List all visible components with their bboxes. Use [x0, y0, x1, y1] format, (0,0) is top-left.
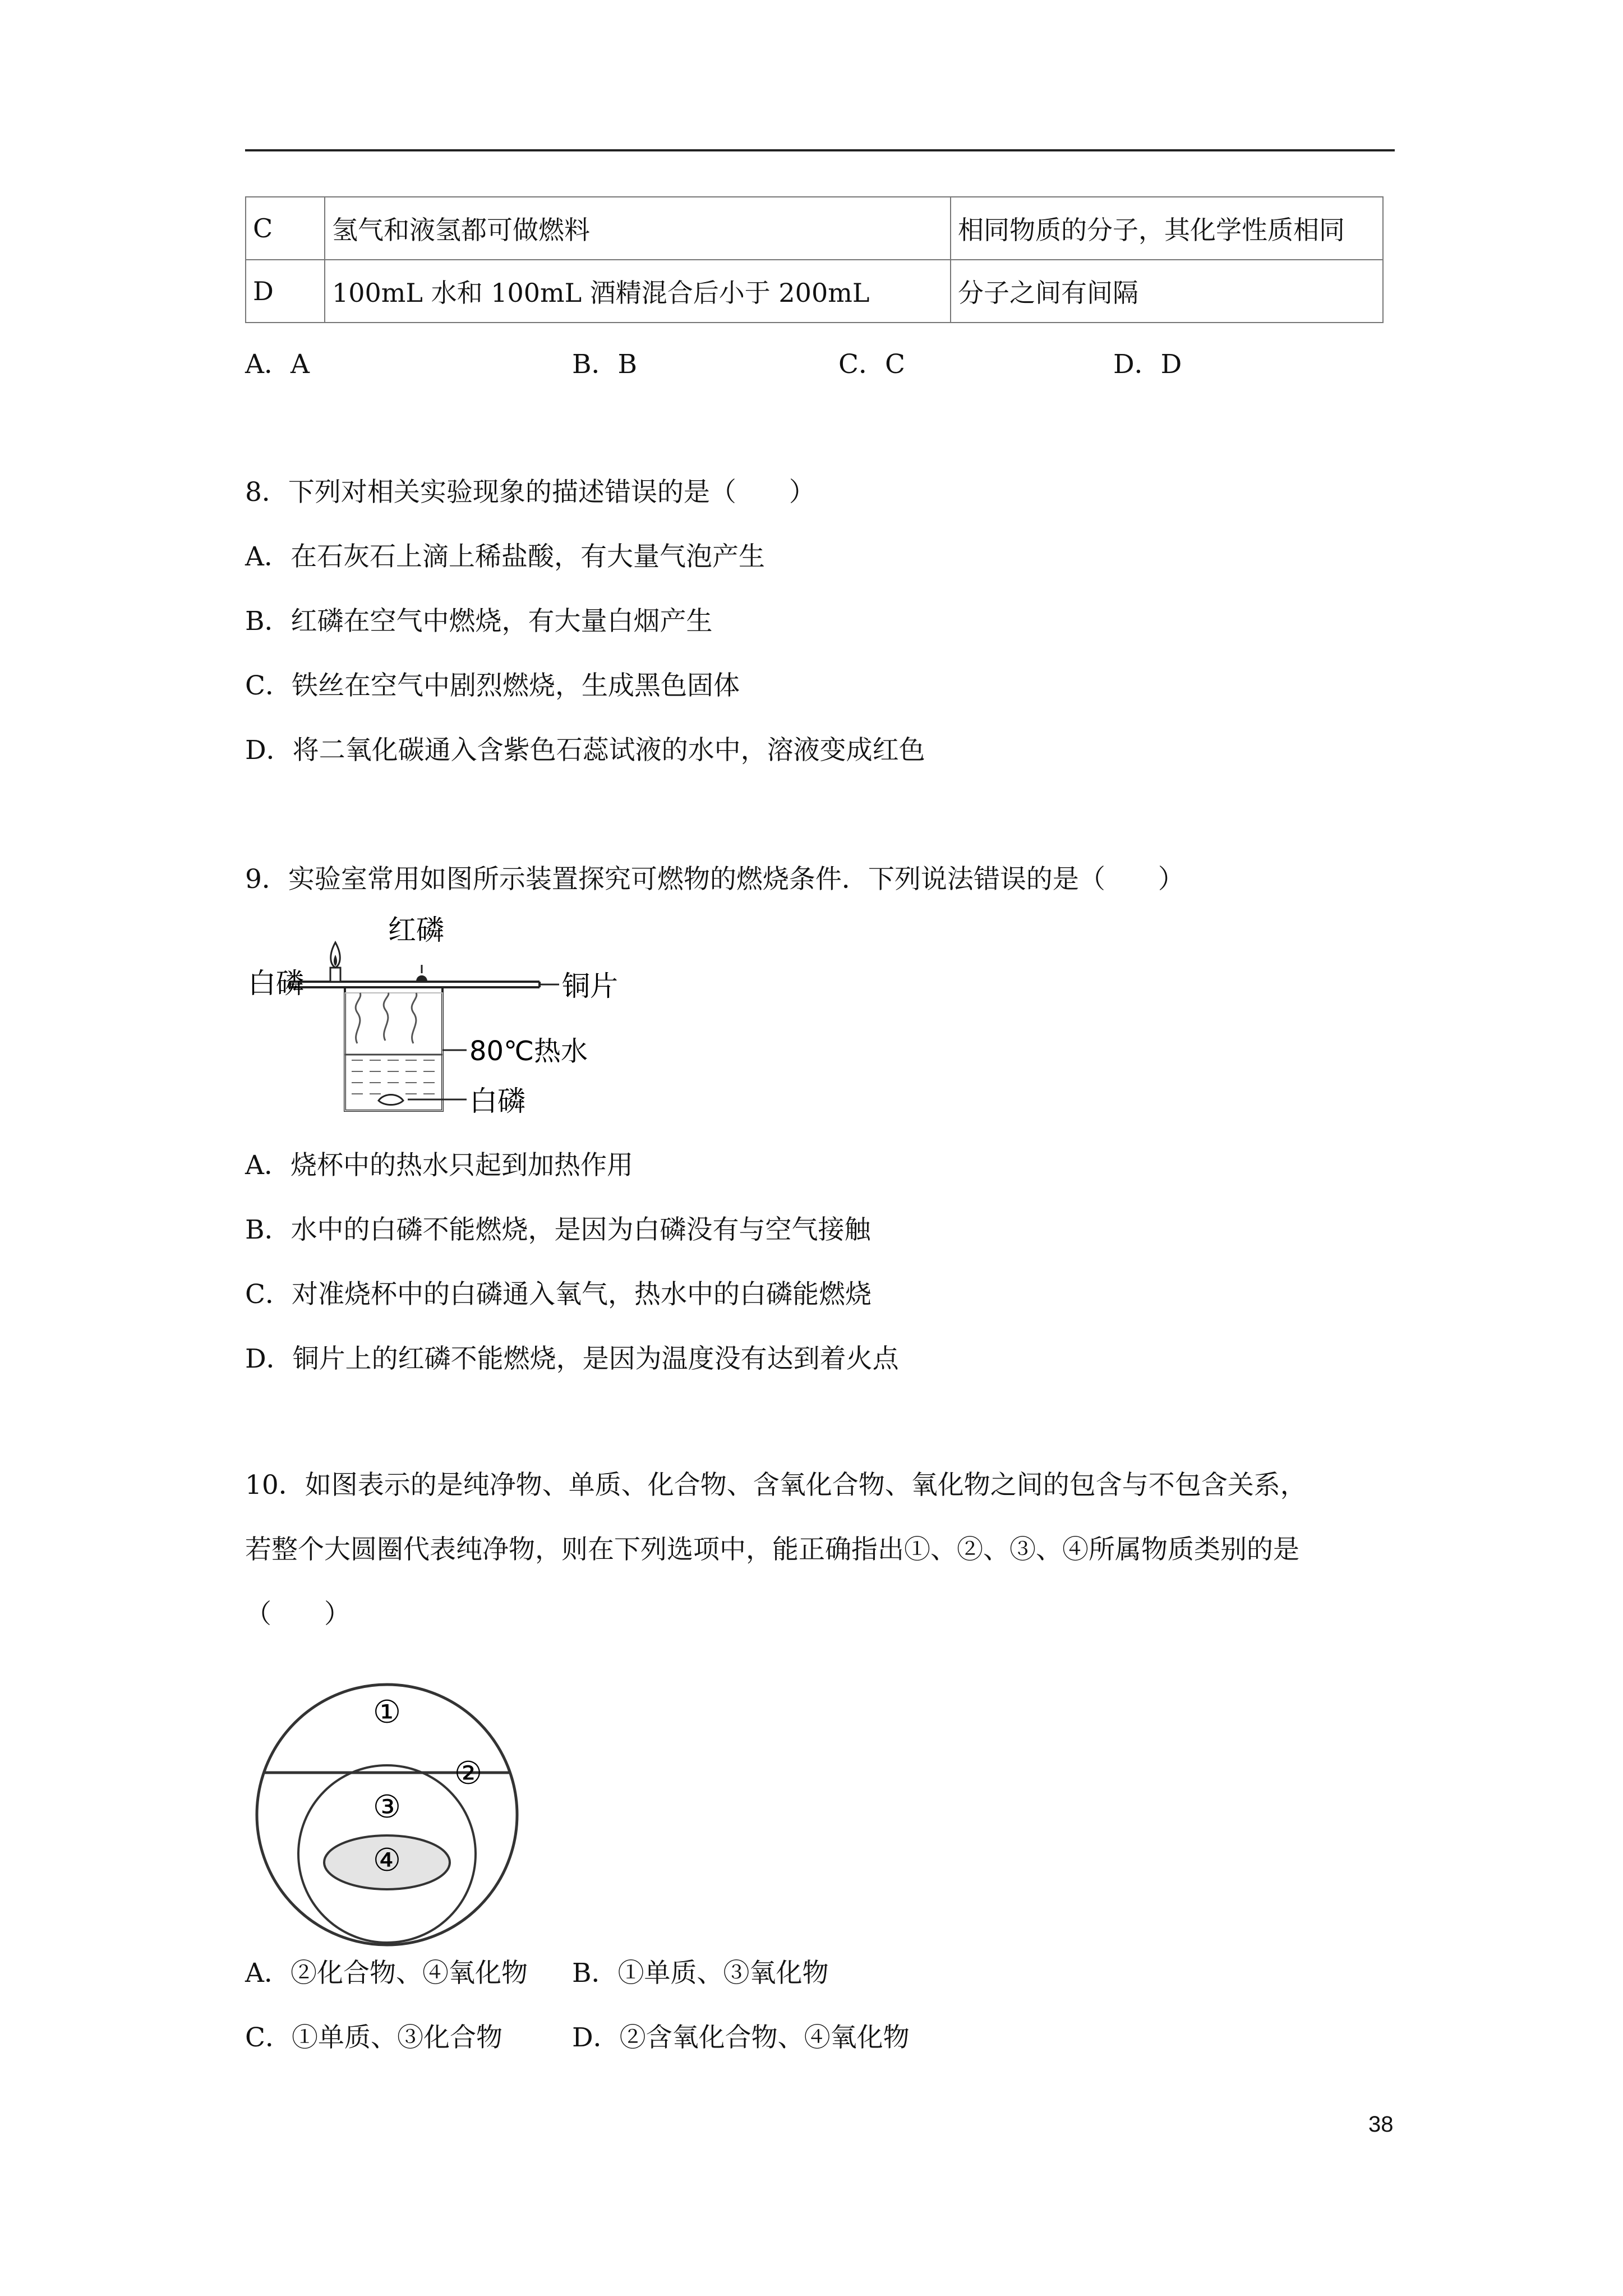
label-white-phosphorus-top: 白磷 — [248, 967, 304, 1000]
q9-option-d[interactable]: D．铜片上的红磷不能燃烧，是因为温度没有达到着火点 — [245, 1343, 899, 1374]
answer-table — [245, 196, 1384, 323]
venn-label-2: ② — [454, 1755, 483, 1792]
label-hot-water: 80℃热水 — [469, 1036, 588, 1067]
combustion-apparatus-diagram — [245, 903, 626, 1128]
q10-stem-line-2: 若整个大圆圈代表纯净物，则在下列选项中，能正确指出①、②、③、④所属物质类别的是 — [245, 1534, 1299, 1565]
q10-option-b[interactable]: B．①单质、③氧化物 — [572, 1958, 829, 1989]
q7-choice-a[interactable]: A．A — [245, 349, 310, 380]
q9-option-a[interactable]: A．烧杯中的热水只起到加热作用 — [245, 1150, 633, 1181]
q7-choice-c[interactable]: C．C — [838, 349, 905, 380]
venn-label-4: ④ — [372, 1842, 402, 1879]
row-explanation: 相同物质的分子，其化学性质相同 — [951, 197, 1383, 260]
q10-stem-line-3: （ ） — [245, 1599, 351, 1630]
venn-label-3: ③ — [372, 1789, 402, 1826]
header-rule — [245, 149, 1395, 151]
row-letter: C — [246, 197, 325, 260]
q8-option-c[interactable]: C．铁丝在空气中剧烈燃烧，生成黑色固体 — [245, 670, 740, 701]
table-row — [246, 260, 1383, 323]
q10-stem-line-1: 10．如图表示的是纯净物、单质、化合物、含氧化合物、氧化物之间的包含与不包含关系， — [245, 1470, 1307, 1501]
q8-stem: 8．下列对相关实验现象的描述错误的是（ ） — [245, 477, 815, 508]
label-copper-sheet: 铜片 — [562, 970, 618, 1002]
q9-option-b[interactable]: B．水中的白磷不能燃烧，是因为白磷没有与空气接触 — [245, 1214, 871, 1245]
q10-option-d[interactable]: D．②含氧化合物、④氧化物 — [572, 2022, 910, 2053]
q7-choice-b[interactable]: B．B — [572, 349, 638, 380]
label-red-phosphorus: 红磷 — [388, 914, 444, 946]
q7-choice-d[interactable]: D．D — [1113, 349, 1182, 380]
classification-venn-diagram — [250, 1677, 530, 1958]
q8-option-d[interactable]: D．将二氧化碳通入含紫色石蕊试液的水中，溶液变成红色 — [245, 735, 925, 766]
q8-option-a[interactable]: A．在石灰石上滴上稀盐酸，有大量气泡产生 — [245, 541, 765, 572]
q9-stem: 9．实验室常用如图所示装置探究可燃物的燃烧条件．下列说法错误的是（ ） — [245, 864, 1184, 895]
page-number: 38 — [1368, 2112, 1394, 2137]
label-white-phosphorus-bottom: 白磷 — [469, 1085, 525, 1117]
q10-option-a[interactable]: A．②化合物、④氧化物 — [245, 1958, 528, 1989]
row-explanation: 分子之间有间隔 — [951, 260, 1383, 323]
row-letter: D — [246, 260, 325, 323]
q9-option-c[interactable]: C．对准烧杯中的白磷通入氧气，热水中的白磷能燃烧 — [245, 1279, 872, 1310]
row-phenomenon: 100mL 水和 100mL 酒精混合后小于 200mL — [325, 260, 951, 323]
venn-label-1: ① — [372, 1694, 402, 1731]
q10-option-c[interactable]: C．①单质、③化合物 — [245, 2022, 502, 2053]
q8-option-b[interactable]: B．红磷在空气中燃烧，有大量白烟产生 — [245, 606, 713, 637]
table-row — [246, 197, 1383, 260]
row-phenomenon: 氢气和液氢都可做燃料 — [325, 197, 951, 260]
